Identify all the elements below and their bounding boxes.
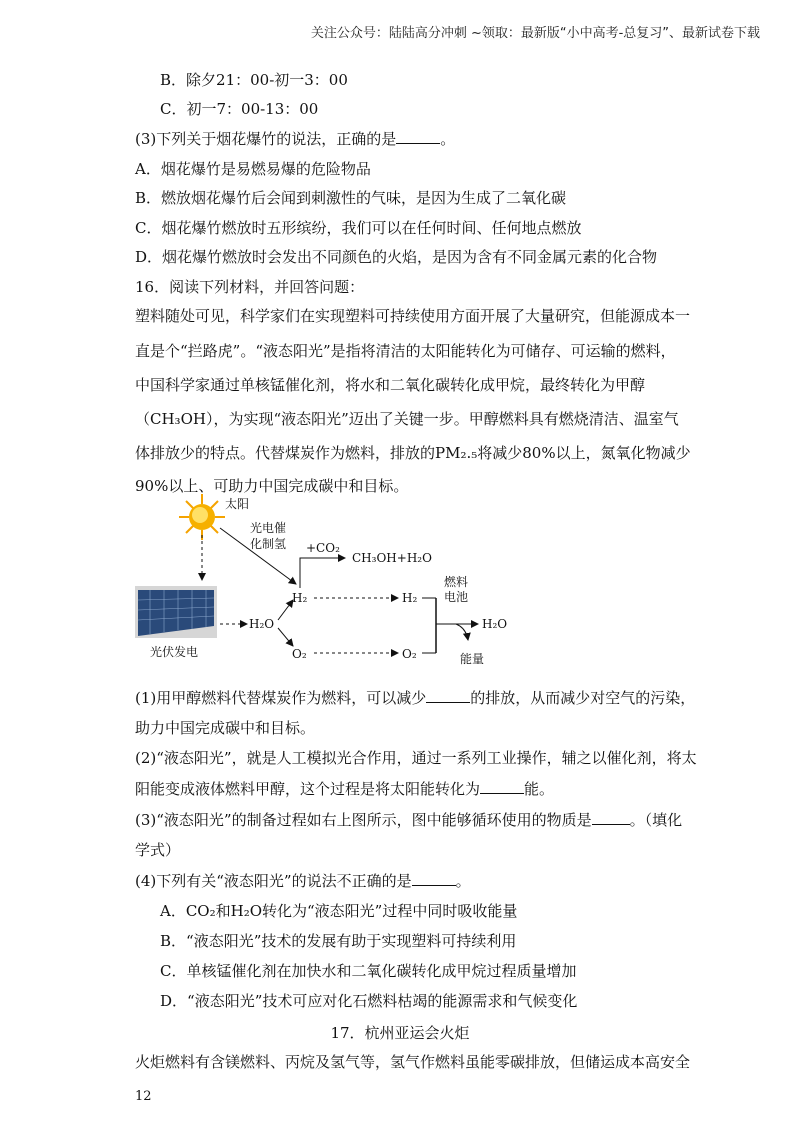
- water-label: H₂O: [249, 617, 275, 631]
- option-d: D．烟花爆竹燃放时会发出不同颜色的火焰，是因为含有不同金属元素的化合物: [135, 248, 658, 266]
- question-4: (4)下列有关“液态阳光”的说法不正确的是 。: [135, 872, 471, 890]
- option-a: A．烟花爆竹是易燃易爆的危险物品: [135, 160, 371, 178]
- question-3-cont: 学式）: [135, 841, 181, 859]
- pv-label: 光伏发电: [150, 645, 199, 659]
- question-1: (1)用甲醇燃料代替煤炭作为燃料，可以减少 的排放，从而减少对空气的污染，: [135, 689, 696, 707]
- question-4-option-d: D．“液态阳光”技术可应对化石燃料枯竭的能源需求和气候变化: [160, 992, 578, 1010]
- passage-line: 中国科学家通过单核锰催化剂，将水和二氧化碳转化成甲烷，最终转化为甲醇: [135, 376, 646, 394]
- option-b-time: B．除夕21：00-初一3：00: [160, 71, 348, 89]
- passage-line: 体排放少的特点。代替煤炭作为燃料，排放的PM₂.₅将减少80%以上，氮氧化物减少: [135, 444, 691, 462]
- water-output-label: H₂O: [482, 617, 508, 631]
- page-header: 关注公众号：陆陆高分冲刺 ~领取：最新版“小中高考-总复习”、最新试卷下载: [310, 26, 760, 41]
- water-to-o2-arrow: [278, 628, 293, 646]
- section-17-text: 火炬燃料有含镁燃料、丙烷及氢气等，氢气作燃料虽能零碳排放，但储运成本高安全: [135, 1053, 691, 1071]
- question-3-fireworks: (3)下列关于烟花爆竹的说法，正确的是 。: [135, 130, 456, 148]
- solar-panel-image: [135, 586, 217, 638]
- co2-label: +CO₂: [306, 541, 340, 555]
- oxygen-label-right: O₂: [402, 647, 417, 661]
- question-4-option-a: A．CO₂和H₂O转化为“液态阳光”过程中同时吸收能量: [160, 902, 518, 920]
- hydrogen-label-right: H₂: [402, 591, 418, 605]
- h2-to-methanol-arrow: [300, 558, 345, 588]
- fuel-cell-label-2: 电池: [444, 590, 469, 604]
- option-c: C．烟花爆竹燃放时五形缤纷，我们可以在任何时间、任何地点燃放: [135, 219, 582, 237]
- section-17-title: 17．杭州亚运会火炬: [330, 1024, 470, 1042]
- passage-line: 直是个“拦路虎”。“液态阳光”是指将清洁的太阳能转化为可储存、可运输的燃料，: [135, 342, 676, 360]
- question-2-cont: 阳能变成液体燃料甲醇，这个过程是将太阳能转化为 能。: [135, 780, 555, 798]
- option-b: B．燃放烟花爆竹后会闻到刺激性的气味，是因为生成了二氧化碳: [135, 189, 567, 207]
- photocatalysis-label-1: 光电催: [250, 521, 287, 535]
- liquid-sunshine-diagram: [130, 490, 550, 675]
- question-2: (2)“液态阳光”，就是人工模拟光合作用，通过一系列工业操作，辅之以催化剂，将太: [135, 749, 697, 767]
- question-4-option-b: B．“液态阳光”技术的发展有助于实现塑料可持续利用: [160, 932, 517, 950]
- energy-arrow: [456, 624, 468, 640]
- fuel-cell-label-1: 燃料: [444, 575, 469, 589]
- passage-line: 塑料随处可见，科学家们在实现塑料可持续使用方面开展了大量研究，但能源成本一: [135, 307, 691, 325]
- passage-line: （CH₃OH），为实现“液态阳光”迈出了关键一步。甲醇燃料具有燃烧清洁、温室气: [135, 410, 679, 428]
- hydrogen-label-left: H₂: [292, 591, 308, 605]
- energy-label: 能量: [460, 652, 485, 666]
- passage-line: 90%以上、可助力中国完成碳中和目标。: [135, 477, 409, 495]
- methanol-product-label: CH₃OH+H₂O: [352, 551, 432, 565]
- oxygen-label-left: O₂: [292, 647, 307, 661]
- option-c-time: C．初一7：00-13：00: [160, 100, 319, 118]
- question-16-heading: 16．阅读下列材料，并回答问题：: [135, 278, 365, 296]
- sun-label: 太阳: [225, 497, 250, 511]
- photocatalysis-label-2: 化制氢: [250, 537, 287, 551]
- page-number: 12: [135, 1089, 152, 1104]
- question-4-option-c: C．单核锰催化剂在加快水和二氧化碳转化成甲烷过程质量增加: [160, 962, 577, 980]
- question-1-cont: 助力中国完成碳中和目标。: [135, 719, 316, 737]
- sun-icon: [179, 494, 225, 540]
- question-3: (3)“液态阳光”的制备过程如右上图所示，图中能够循环使用的物质是 。（填化: [135, 811, 683, 829]
- water-to-h2-arrow: [278, 600, 293, 620]
